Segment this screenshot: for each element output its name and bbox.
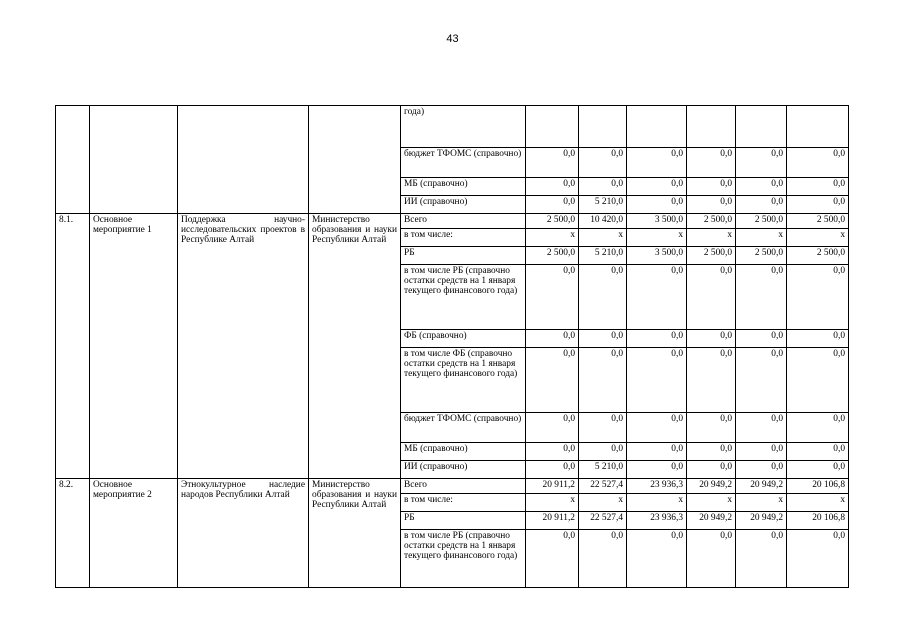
value-cell: 0,0 <box>627 348 687 413</box>
budget-table <box>55 105 849 588</box>
funding-source-cell: ФБ (справочно) <box>401 330 526 348</box>
value-cell: 2 500,0 <box>787 214 849 229</box>
value-cell: 0,0 <box>736 413 787 443</box>
value-cell <box>526 106 579 148</box>
value-cell: 0,0 <box>687 330 736 348</box>
value-cell: 5 210,0 <box>579 247 627 265</box>
value-cell: x <box>687 494 736 512</box>
value-cell: 20 949,2 <box>687 512 736 530</box>
value-cell: 20 106,8 <box>787 479 849 494</box>
funding-source-cell: в том числе РБ (справочно остатки средств на 1 января текущего финансового года) <box>401 265 526 330</box>
value-cell: 0,0 <box>736 148 787 178</box>
table-row <box>56 214 849 229</box>
value-cell: 0,0 <box>579 348 627 413</box>
value-cell: 3 500,0 <box>627 214 687 229</box>
value-cell: 0,0 <box>627 148 687 178</box>
value-cell: 0,0 <box>627 178 687 196</box>
value-cell: 0,0 <box>687 461 736 479</box>
value-cell: 2 500,0 <box>687 247 736 265</box>
value-cell: x <box>627 229 687 247</box>
value-cell: 20 949,2 <box>736 512 787 530</box>
row-number-cell <box>56 106 90 214</box>
value-cell: 0,0 <box>687 530 736 588</box>
executor-cell: Министерство образования и науки Республики Алтай <box>309 214 401 479</box>
value-cell: 0,0 <box>526 148 579 178</box>
funding-source-cell: бюджет ТФОМС (справочно) <box>401 148 526 178</box>
funding-source-cell: РБ <box>401 247 526 265</box>
value-cell: 0,0 <box>627 413 687 443</box>
value-cell <box>687 106 736 148</box>
executor-cell <box>309 106 401 214</box>
value-cell: 0,0 <box>526 461 579 479</box>
value-cell <box>579 106 627 148</box>
value-cell: 0,0 <box>687 178 736 196</box>
value-cell: 0,0 <box>579 178 627 196</box>
funding-source-cell: года) <box>401 106 526 148</box>
value-cell <box>787 106 849 148</box>
value-cell: 20 106,8 <box>787 512 849 530</box>
value-cell: 2 500,0 <box>526 247 579 265</box>
value-cell: x <box>736 494 787 512</box>
value-cell: 0,0 <box>526 530 579 588</box>
value-cell: 0,0 <box>627 330 687 348</box>
value-cell: 0,0 <box>526 348 579 413</box>
value-cell: 0,0 <box>627 461 687 479</box>
value-cell: 0,0 <box>787 196 849 214</box>
value-cell: 0,0 <box>787 443 849 461</box>
funding-source-cell: в том числе: <box>401 229 526 247</box>
value-cell: 0,0 <box>687 348 736 413</box>
value-cell: 0,0 <box>787 178 849 196</box>
event-description-cell: Поддержка научно-исследовательских проектов в Республике Алтай <box>178 214 309 479</box>
value-cell: 0,0 <box>687 265 736 330</box>
value-cell: 2 500,0 <box>736 214 787 229</box>
funding-source-cell: в том числе ФБ (справочно остатки средств на 1 января текущего финансового года) <box>401 348 526 413</box>
value-cell: 20 949,2 <box>736 479 787 494</box>
value-cell: 0,0 <box>736 265 787 330</box>
funding-source-cell: бюджет ТФОМС (справочно) <box>401 413 526 443</box>
value-cell: 0,0 <box>787 148 849 178</box>
value-cell: 22 527,4 <box>579 479 627 494</box>
row-number-cell: 8.1. <box>56 214 90 479</box>
value-cell: 20 911,2 <box>526 479 579 494</box>
value-cell: 5 210,0 <box>579 461 627 479</box>
value-cell: 10 420,0 <box>579 214 627 229</box>
value-cell: 0,0 <box>627 530 687 588</box>
value-cell: 0,0 <box>526 265 579 330</box>
event-name-cell: Основное мероприятие 2 <box>90 479 178 588</box>
value-cell: 0,0 <box>736 530 787 588</box>
page-number: 43 <box>446 33 459 45</box>
value-cell: 0,0 <box>787 348 849 413</box>
value-cell: 0,0 <box>526 178 579 196</box>
value-cell: 0,0 <box>787 530 849 588</box>
value-cell: 0,0 <box>526 443 579 461</box>
value-cell: 20 949,2 <box>687 479 736 494</box>
value-cell: 0,0 <box>787 461 849 479</box>
table-row <box>56 106 849 148</box>
value-cell: x <box>787 494 849 512</box>
row-number-cell: 8.2. <box>56 479 90 588</box>
value-cell: x <box>687 229 736 247</box>
value-cell: x <box>627 494 687 512</box>
value-cell: x <box>526 494 579 512</box>
value-cell: 0,0 <box>787 330 849 348</box>
funding-source-cell: ИИ (справочно) <box>401 461 526 479</box>
value-cell <box>736 106 787 148</box>
value-cell: 0,0 <box>627 196 687 214</box>
funding-source-cell: Всего <box>401 214 526 229</box>
funding-source-cell: РБ <box>401 512 526 530</box>
value-cell: 22 527,4 <box>579 512 627 530</box>
event-description-cell <box>178 106 309 214</box>
value-cell: 0,0 <box>736 196 787 214</box>
value-cell: 23 936,3 <box>627 479 687 494</box>
value-cell: 0,0 <box>687 413 736 443</box>
value-cell: 0,0 <box>787 265 849 330</box>
value-cell: 0,0 <box>579 413 627 443</box>
value-cell: 0,0 <box>627 443 687 461</box>
funding-source-cell: ИИ (справочно) <box>401 196 526 214</box>
value-cell: x <box>736 229 787 247</box>
value-cell: 20 911,2 <box>526 512 579 530</box>
value-cell: 0,0 <box>526 330 579 348</box>
value-cell: 5 210,0 <box>579 196 627 214</box>
value-cell: 0,0 <box>526 413 579 443</box>
value-cell: 0,0 <box>526 196 579 214</box>
value-cell: 0,0 <box>736 443 787 461</box>
executor-cell: Министерство образования и науки Республики Алтай <box>309 479 401 588</box>
value-cell: 0,0 <box>579 443 627 461</box>
value-cell: 0,0 <box>736 330 787 348</box>
value-cell: 23 936,3 <box>627 512 687 530</box>
value-cell: 0,0 <box>687 443 736 461</box>
value-cell: 0,0 <box>579 265 627 330</box>
value-cell: 3 500,0 <box>627 247 687 265</box>
value-cell: 0,0 <box>579 330 627 348</box>
value-cell: 0,0 <box>736 461 787 479</box>
value-cell: 2 500,0 <box>787 247 849 265</box>
value-cell: 0,0 <box>736 178 787 196</box>
value-cell: 0,0 <box>687 196 736 214</box>
value-cell: x <box>579 229 627 247</box>
value-cell <box>627 106 687 148</box>
value-cell: 0,0 <box>787 413 849 443</box>
value-cell: 0,0 <box>736 348 787 413</box>
table-row <box>56 479 849 494</box>
event-name-cell: Основное мероприятие 1 <box>90 214 178 479</box>
value-cell: x <box>787 229 849 247</box>
value-cell: 0,0 <box>579 148 627 178</box>
value-cell: 0,0 <box>687 148 736 178</box>
value-cell: 2 500,0 <box>736 247 787 265</box>
funding-source-cell: в том числе: <box>401 494 526 512</box>
value-cell: x <box>579 494 627 512</box>
funding-source-cell: МБ (справочно) <box>401 443 526 461</box>
event-name-cell <box>90 106 178 214</box>
event-description-cell: Этнокультурное наследие народов Республики Алтай <box>178 479 309 588</box>
value-cell: 2 500,0 <box>687 214 736 229</box>
value-cell: 0,0 <box>579 530 627 588</box>
value-cell: 0,0 <box>627 265 687 330</box>
value-cell: x <box>526 229 579 247</box>
funding-source-cell: Всего <box>401 479 526 494</box>
funding-source-cell: МБ (справочно) <box>401 178 526 196</box>
funding-source-cell: в том числе РБ (справочно остатки средств на 1 января текущего финансового года) <box>401 530 526 588</box>
value-cell: 2 500,0 <box>526 214 579 229</box>
